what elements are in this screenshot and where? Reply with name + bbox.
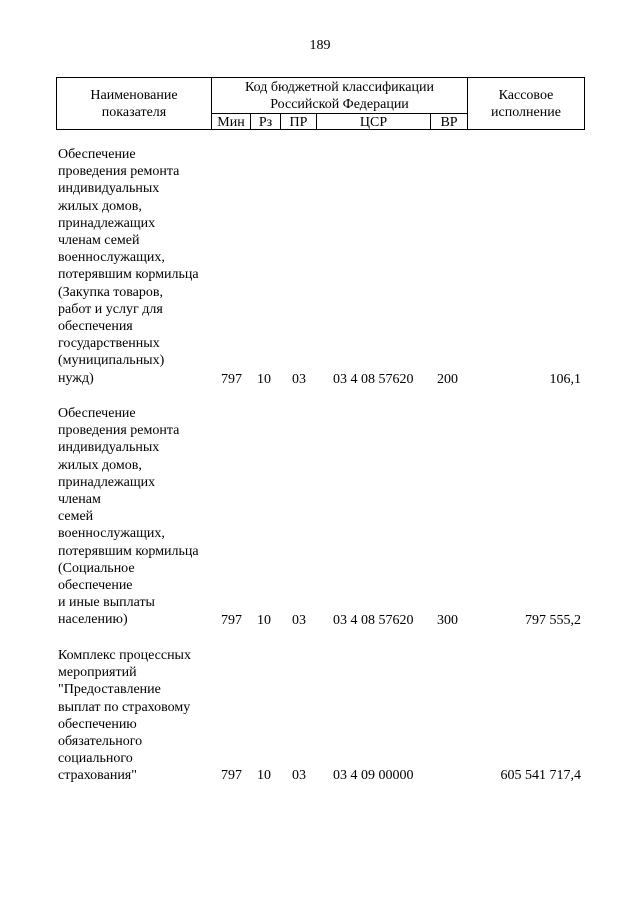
- row-rz: 10: [257, 613, 271, 628]
- row-min: 797: [221, 768, 242, 783]
- row-name: Обеспечение проведения ремонта индивидуальных жилых домов, принадлежащих членам семей военнослужащих, потерявшим кормильца (Закупка товаров, работ и услуг для обеспечения государственных (муниципальных) нужд): [58, 147, 199, 386]
- page-number: 189: [309, 38, 331, 53]
- row-amount: 797 555,2: [525, 613, 581, 628]
- table-header: [56, 77, 585, 130]
- header-amount: Кассовое исполнение: [491, 88, 561, 120]
- header-code-group: Код бюджетной классификации Российской Федерации: [245, 80, 434, 112]
- header-rz: Рз: [258, 115, 273, 130]
- row-vr: 300: [437, 613, 458, 628]
- row-min: 797: [221, 372, 242, 387]
- row-rz: 10: [257, 768, 271, 783]
- row-amount: 106,1: [549, 372, 581, 387]
- row-pr: 03: [292, 372, 306, 387]
- row-rz: 10: [257, 372, 271, 387]
- header-name: Наименование показателя: [90, 88, 178, 120]
- header-pr: ПР: [289, 115, 308, 130]
- header-csr: ЦСР: [359, 115, 388, 130]
- row-min: 797: [221, 613, 242, 628]
- header-border-top: [56, 77, 585, 78]
- row-csr: 03 4 09 00000: [333, 768, 414, 783]
- row-name: Комплекс процессных мероприятий "Предоставление выплат по страховому обеспечению обязательного социального страхования": [58, 648, 191, 784]
- row-name: Обеспечение проведения ремонта индивидуальных жилых домов, принадлежащих членам семей военнослужащих, потерявшим кормильца (Социальное обеспечение и иные выплаты населению): [58, 406, 199, 628]
- row-pr: 03: [292, 613, 306, 628]
- row-pr: 03: [292, 768, 306, 783]
- header-min: Мин: [217, 115, 245, 130]
- row-csr: 03 4 08 57620: [333, 613, 414, 628]
- header-vr: ВР: [440, 115, 458, 130]
- row-csr: 03 4 08 57620: [333, 372, 414, 387]
- row-vr: 200: [437, 372, 458, 387]
- row-amount: 605 541 717,4: [500, 768, 581, 783]
- header-border-right: [584, 77, 585, 130]
